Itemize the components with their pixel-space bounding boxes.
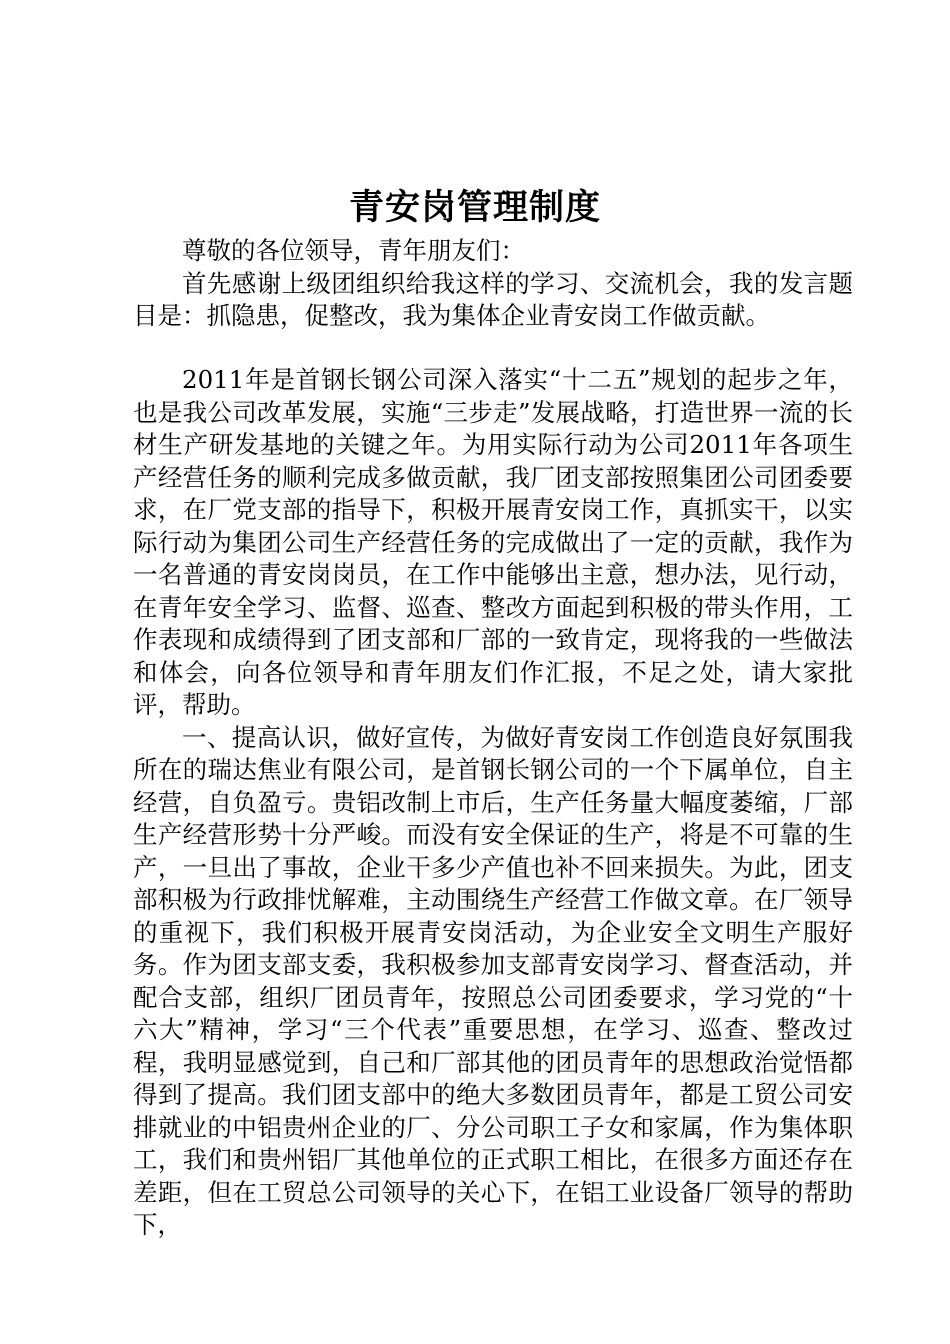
intro-section [133, 235, 853, 333]
body-paragraph: 2011年是首钢长钢公司深入落实“十二五”规划的起步之年，也是我公司改革发展，实施“三步走”发展战略，打造世界一流的长材生产研发基地的关键之年。为用实际行动为公司2011年各项生产经营任务的顺利完成多做贡献，我厂团支部按照集团公司团委要求，在厂党支部的指导下，积极开展青安岗工作，真抓实干，以实际行动为集团公司生产经营任务的完成做出了一定的贡献，我作为一名普通的青安岗岗员，在工作中能够出主意，想办法，见行动，在青年安全学习、监督、巡查、整改方面起到积极的带头作用，工作表现和成绩得到了团支部和厂部的一致肯定，现将我的一些做法和体会，向各位领导和青年朋友们作汇报，不足之处，请大家批评，帮助。 [133, 365, 853, 719]
document-title: 青安岗管理制度 [348, 187, 601, 228]
intro-paragraph: 首先感谢上级团组织给我这样的学习、交流机会，我的发言题目是：抓隐患，促整改，我为集体企业青安岗工作做贡献。 [133, 268, 853, 330]
body-paragraph: 一、提高认识，做好宣传，为做好青安岗工作创造良好氛围我所在的瑞达焦业有限公司，是首钢长钢公司的一个下属单位，自主经营，自负盈亏。贵铝改制上市后，生产任务量大幅度萎缩，厂部生产经营形势十分严峻。而没有安全保证的生产，将是不可靠的生产，一旦出了事故，企业干多少产值也补不回来损失。为此，团支部积极为行政排忧解难，主动围绕生产经营工作做文章。在厂领导的重视下，我们积极开展青安岗活动，为企业安全文明生产服好务。作为团支部支委，我积极参加支部青安岗学习、督查活动，并配合支部，组织厂团员青年，按照总公司团委要求，学习党的“十六大”精神，学习“三个代表”重要思想，在学习、巡查、整改过程，我明显感觉到，自己和厂部其他的团员青年的思想政治觉悟都得到了提高。我们团支部中的绝大多数团员青年，都是工贸公司安排就业的中铝贵州企业的厂、分公司职工子女和家属，作为集体职工，我们和贵州铝厂其他单位的正式职工相比，在很多方面还存在差距，但在工贸总公司领导的关心下，在铝工业设备厂领导的帮助下， [133, 722, 853, 1239]
salutation-paragraph: 尊敬的各位领导，青年朋友们： [182, 236, 525, 265]
main-section [133, 364, 853, 1242]
